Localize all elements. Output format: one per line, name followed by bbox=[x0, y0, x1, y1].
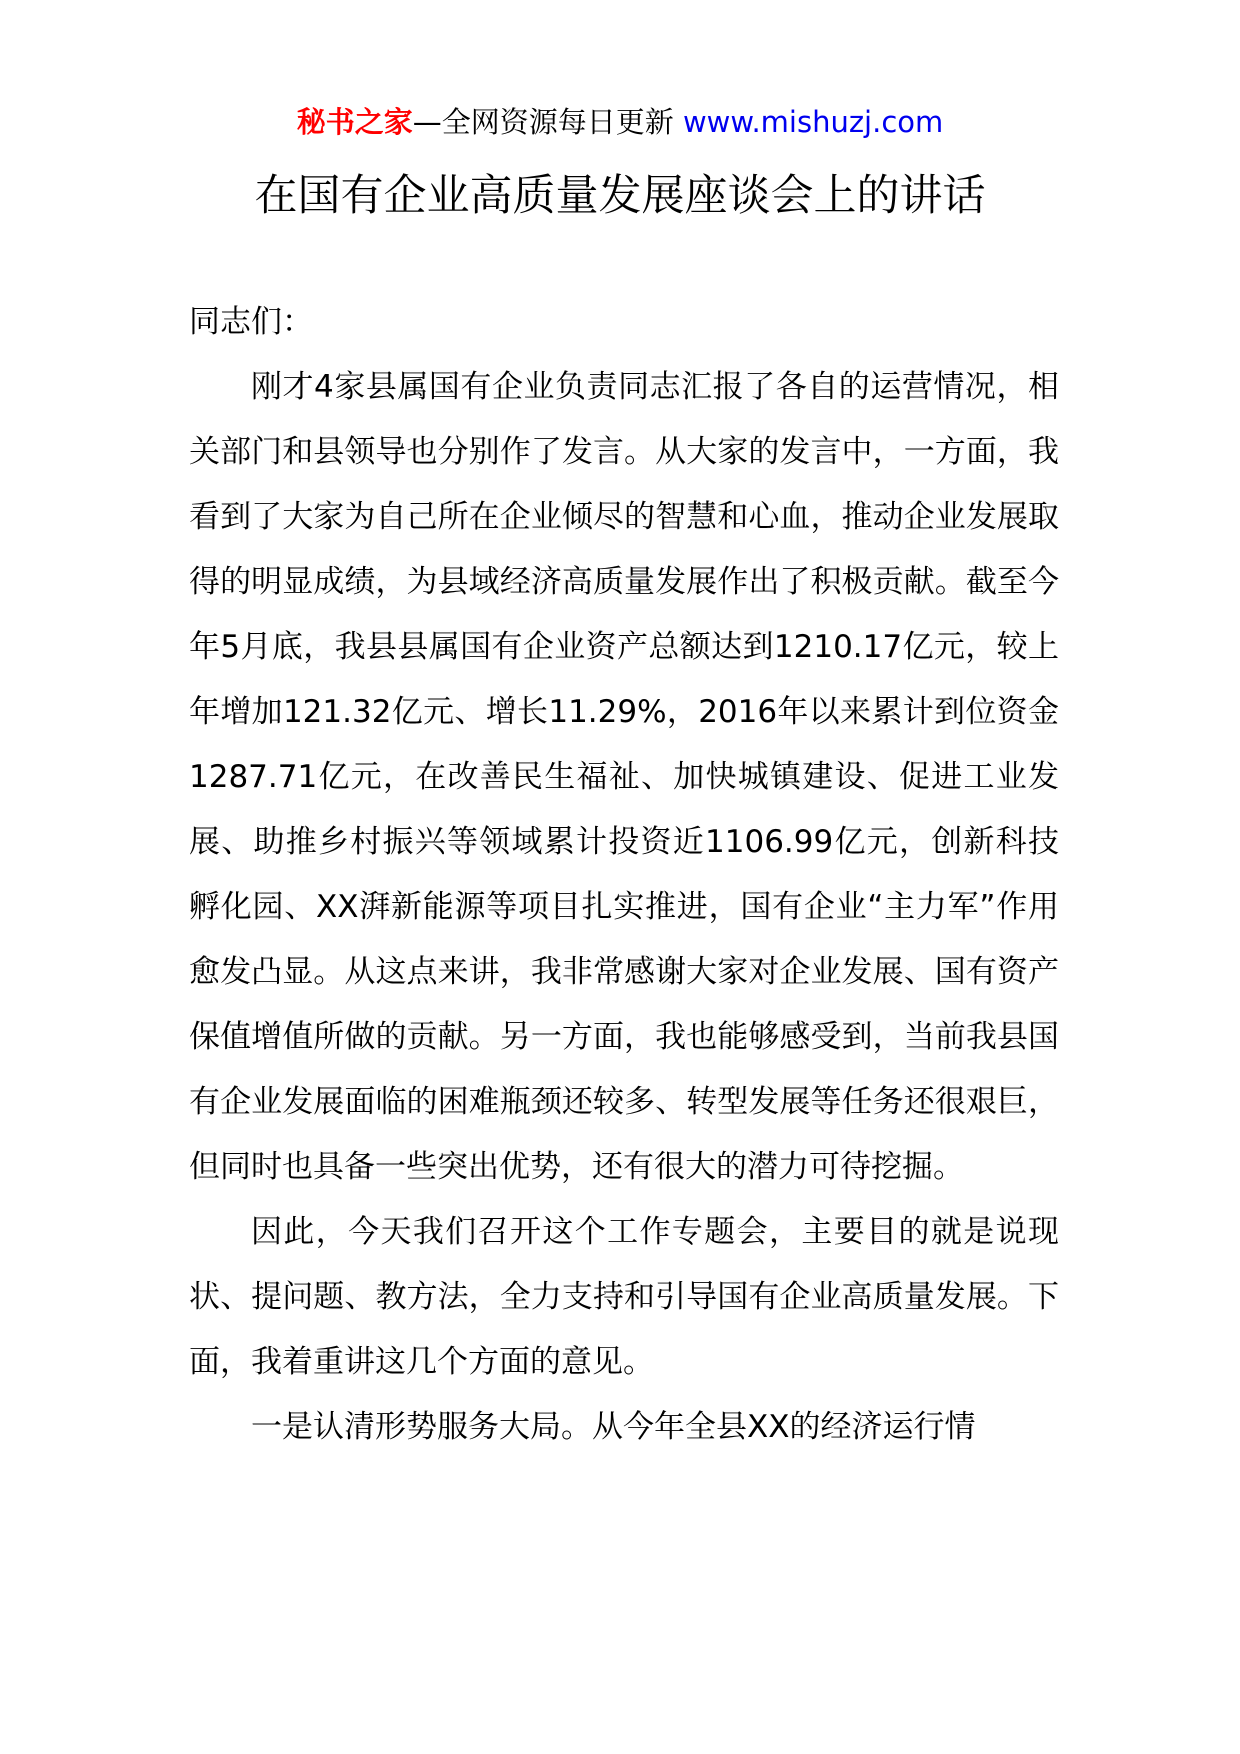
site-banner bbox=[0, 102, 1240, 142]
paragraph: 因此，今天我们召开这个工作专题会，主要目的就是说现状、提问题、教方法，全力支持和引导国有企业高质量发展。下面，我着重讲这几个方面的意见。 bbox=[189, 1214, 1059, 1380]
salutation: 同志们： bbox=[189, 304, 313, 340]
document-title: 在国有企业高质量发展座谈会上的讲话 bbox=[254, 171, 986, 221]
banner-tagline: —全网资源每日更新 bbox=[412, 105, 674, 139]
website-link[interactable]: www.mishuzj.com bbox=[682, 105, 944, 139]
paragraph: 刚才4家县属国有企业负责同志汇报了各自的运营情况，相关部门和县领导也分别作了发言。从大家的发言中，一方面，我看到了大家为自己所在企业倾尽的智慧和心血，推动企业发展取得的明显成绩，为县域经济高质量发展作出了积极贡献。截至今年5月底，我县县属国有企业资产总额达到1210.17亿元，较上年增加121.32亿元、增长11.29%，2016年以来累计到位资金1287.71亿元，在改善民生福祉、加快城镇建设、促进工业发展、助推乡村振兴等领域累计投资近1106.99亿元，创新科技孵化园、XX湃新能源等项目扎实推进，国有企业“主力军”作用愈发凸显。从这点来讲，我非常感谢大家对企业发展、国有资产保值增值所做的贡献。另一方面，我也能够感受到，当前我县国有企业发展面临的困难瓶颈还较多、转型发展等任务还很艰巨，但同时也具备一些突出优势，还有很大的潜力可待挖掘。 bbox=[189, 369, 1059, 1185]
brand-name: 秘书之家 bbox=[296, 105, 413, 139]
document-body bbox=[189, 290, 1059, 1460]
paragraph: 一是认清形势服务大局。从今年全县XX的经济运行情 bbox=[251, 1409, 976, 1445]
